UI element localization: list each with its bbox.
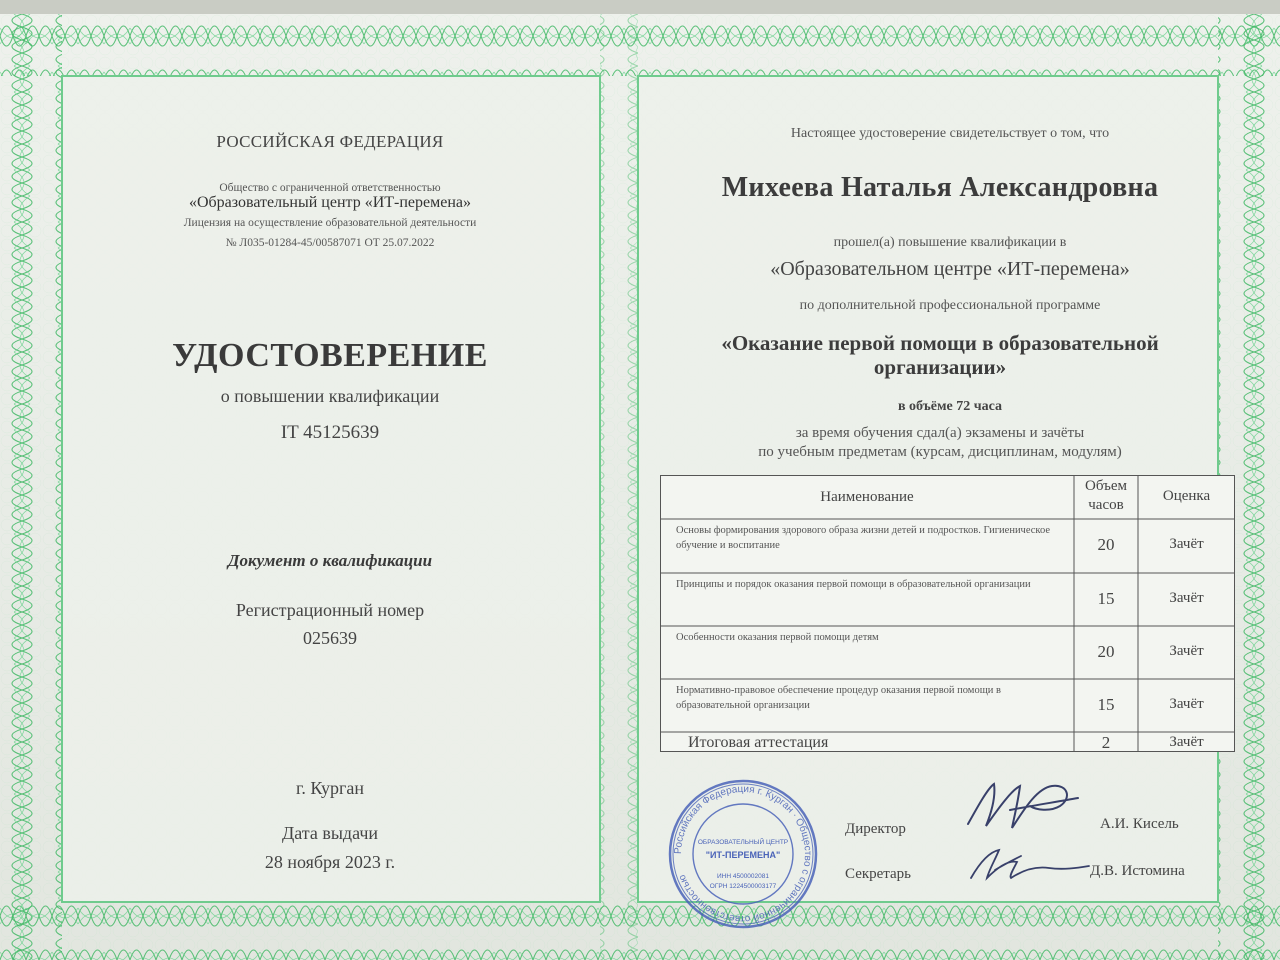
subjects-table [660, 475, 1235, 752]
organization-stamp [667, 778, 819, 930]
table-final-grade: Зачёт [1169, 734, 1204, 750]
program-name-line2: организации» [873, 355, 1007, 379]
issue-date: 28 ноября 2023 г. [264, 852, 396, 872]
registration-number: 025639 [303, 628, 357, 648]
license-text: Лицензия на осуществление образовательной деятельности [183, 217, 477, 229]
table-row-subject: Основы формирования здорового образа жизни детей и подростков. Гигиеническое обучение и воспитание [676, 525, 1051, 551]
passed-text: прошел(а) повышение квалификации в [833, 235, 1067, 250]
secretary-name: Д.В. Истомина [1090, 863, 1185, 879]
director-name: А.И. Кисель [1100, 816, 1179, 832]
table-header-name: Наименование [820, 489, 914, 505]
table-row-grade: Зачёт [1169, 643, 1204, 659]
table-header-grade: Оценка [1162, 488, 1211, 504]
city: г. Курган [295, 778, 364, 798]
table-row-subject: Особенности оказания первой помощи детям [676, 632, 879, 643]
table-row-hours: 20 [1097, 642, 1115, 661]
table-row-subject: Нормативно-правовое обеспечение процедур оказания первой помощи в образовательной организации [676, 685, 1001, 711]
secretary-signature [965, 840, 1095, 890]
stamp-ogrn: ОГРН 1224500003177 [709, 883, 777, 890]
program-label: по дополнительной профессиональной программе [799, 298, 1101, 313]
table-row-subject: Принципы и порядок оказания первой помощи в образовательной организации [676, 579, 1031, 590]
stamp-inner-main: "ИТ-ПЕРЕМЕНА" [705, 850, 781, 860]
org-type: Общество с ограниченной ответственностью [219, 182, 441, 194]
director-label: Директор [845, 821, 906, 837]
exam-text-line2: по учебным предметам (курсам, дисциплинам, модулям) [758, 444, 1122, 460]
table-header-hours-line2: часов [1088, 497, 1124, 513]
exam-text-line1: за время обучения сдал(а) экзамены и зачёты [795, 425, 1085, 441]
secretary-label: Секретарь [845, 866, 912, 882]
table-row-hours: 15 [1097, 695, 1115, 714]
series-number: IT 45125639 [280, 422, 380, 443]
document-title: УДОСТОВЕРЕНИЕ [172, 337, 488, 374]
table-row-grade: Зачёт [1169, 696, 1204, 712]
certificate-sheet [0, 14, 1280, 960]
program-name-line1: «Оказание первой помощи в образовательной [721, 331, 1159, 355]
table-row-grade: Зачёт [1169, 536, 1204, 552]
organization-name: «Образовательном центре «ИТ-перемена» [770, 258, 1130, 280]
stamp-outer-text: Российская Федерация г. Курган · Общество с ограниченной ответственностью [672, 783, 814, 925]
issue-date-label: Дата выдачи [281, 823, 379, 843]
intro-text: Настоящее удостоверение свидетельствует о том, что [790, 126, 1110, 141]
table-header-hours-line1: Объем [1085, 478, 1127, 494]
stamp-inn: ИНН 4500002081 [716, 873, 770, 880]
license-number: № Л035-01284-45/00587071 ОТ 25.07.2022 [225, 237, 435, 249]
person-name: Михеева Наталья Александровна [721, 172, 1159, 203]
document-subtitle: о повышении квалификации [220, 386, 440, 406]
stamp-inner-top: ОБРАЗОВАТЕЛЬНЫЙ ЦЕНТР [697, 839, 789, 846]
table-row-hours: 15 [1097, 589, 1115, 608]
country-heading: РОССИЙСКАЯ ФЕДЕРАЦИЯ [216, 132, 444, 151]
table-row-grade: Зачёт [1169, 590, 1204, 606]
document-type: Документ о квалификации [227, 551, 433, 570]
table-final-hours: 2 [1101, 733, 1111, 752]
program-volume: в объёме 72 часа [897, 399, 1003, 414]
director-signature [960, 776, 1090, 836]
registration-label: Регистрационный номер [235, 600, 425, 620]
org-name: «Образовательный центр «ИТ-перемена» [188, 194, 472, 211]
table-final-name: Итоговая аттестация [688, 734, 829, 751]
table-row-hours: 20 [1097, 535, 1115, 554]
